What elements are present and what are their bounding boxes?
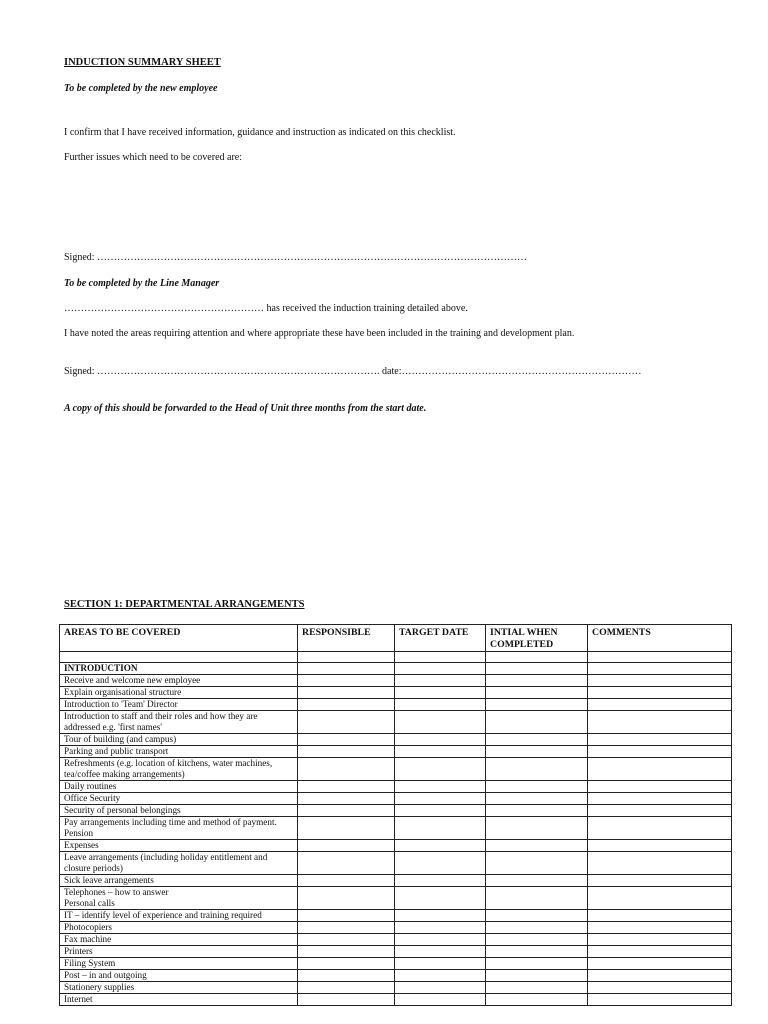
table-row <box>60 982 732 994</box>
area-cell: Fax machine <box>60 934 298 946</box>
responsible-cell[interactable] <box>298 970 395 982</box>
target-date-cell[interactable] <box>395 840 486 852</box>
area-cell: Tour of building (and campus) <box>60 734 298 746</box>
initial-cell[interactable] <box>486 958 588 970</box>
comments-cell[interactable] <box>588 994 732 1006</box>
table-row <box>60 699 732 711</box>
target-date-cell[interactable] <box>395 711 486 734</box>
comments-cell[interactable] <box>588 958 732 970</box>
target-date-cell[interactable] <box>395 970 486 982</box>
table-row <box>60 934 732 946</box>
table-row <box>60 946 732 958</box>
comments-cell[interactable] <box>588 805 732 817</box>
responsible-cell[interactable] <box>298 934 395 946</box>
table-row <box>60 875 732 887</box>
page-title: INDUCTION SUMMARY SHEET <box>64 57 221 68</box>
responsible-cell[interactable] <box>298 793 395 805</box>
area-cell: Receive and welcome new employee <box>60 675 298 687</box>
target-date-cell[interactable] <box>395 958 486 970</box>
manager-section-label: To be completed by the Line Manager <box>64 278 220 289</box>
group-label: INTRODUCTION <box>60 663 298 675</box>
area-cell: Parking and public transport <box>60 746 298 758</box>
target-date-cell[interactable] <box>395 922 486 934</box>
table-row <box>60 852 732 875</box>
initial-cell[interactable] <box>486 781 588 793</box>
area-cell: Refreshments (e.g. location of kitchens, water machines, tea/coffee making arrangements) <box>60 758 298 781</box>
initial-cell[interactable] <box>486 793 588 805</box>
target-date-cell[interactable] <box>395 982 486 994</box>
table-row <box>60 910 732 922</box>
area-cell: Explain organisational structure <box>60 687 298 699</box>
responsible-cell[interactable] <box>298 875 395 887</box>
comments-cell[interactable] <box>588 746 732 758</box>
initial-cell[interactable] <box>486 934 588 946</box>
target-date-cell[interactable] <box>395 994 486 1006</box>
target-date-cell[interactable] <box>395 934 486 946</box>
header-comments: COMMENTS <box>588 625 732 652</box>
blank-row <box>60 652 732 663</box>
area-cell: Introduction to staff and their roles and how they are addressed e.g. 'first names' <box>60 711 298 734</box>
responsible-cell[interactable] <box>298 887 395 910</box>
comments-cell[interactable] <box>588 910 732 922</box>
table-row <box>60 840 732 852</box>
target-date-cell[interactable] <box>395 758 486 781</box>
table-row <box>60 887 732 910</box>
area-cell: Introduction to 'Team' Director <box>60 699 298 711</box>
comments-cell[interactable] <box>588 699 732 711</box>
responsible-cell[interactable] <box>298 817 395 840</box>
initial-cell[interactable] <box>486 687 588 699</box>
table-row <box>60 805 732 817</box>
responsible-cell[interactable] <box>298 946 395 958</box>
responsible-cell[interactable] <box>298 852 395 875</box>
target-date-cell[interactable] <box>395 734 486 746</box>
comments-cell[interactable] <box>588 852 732 875</box>
target-date-cell[interactable] <box>395 817 486 840</box>
header-responsible: RESPONSIBLE <box>298 625 395 652</box>
comments-cell[interactable] <box>588 793 732 805</box>
comments-cell[interactable] <box>588 970 732 982</box>
header-initial-when-completed: INTIAL WHEN COMPLETED <box>486 625 588 652</box>
comments-cell[interactable] <box>588 781 732 793</box>
manager-signature-line: Signed: …………………………………………………………………………. date:……………………………………………………………… <box>64 366 642 377</box>
area-cell: Printers <box>60 946 298 958</box>
target-date-cell[interactable] <box>395 687 486 699</box>
target-date-cell[interactable] <box>395 746 486 758</box>
initial-cell[interactable] <box>486 875 588 887</box>
responsible-cell[interactable] <box>298 840 395 852</box>
target-date-cell[interactable] <box>395 805 486 817</box>
initial-cell[interactable] <box>486 982 588 994</box>
initial-cell[interactable] <box>486 699 588 711</box>
initial-cell[interactable] <box>486 746 588 758</box>
area-cell: Post – in and outgoing <box>60 970 298 982</box>
target-date-cell[interactable] <box>395 781 486 793</box>
area-cell: Expenses <box>60 840 298 852</box>
initial-cell[interactable] <box>486 805 588 817</box>
comments-cell[interactable] <box>588 875 732 887</box>
area-cell: Telephones – how to answer Personal calls <box>60 887 298 910</box>
responsible-cell[interactable] <box>298 994 395 1006</box>
initial-cell[interactable] <box>486 817 588 840</box>
target-date-cell[interactable] <box>395 699 486 711</box>
area-cell: IT – identify level of experience and training required <box>60 910 298 922</box>
table-row <box>60 958 732 970</box>
table-row <box>60 746 732 758</box>
comments-cell[interactable] <box>588 887 732 910</box>
initial-cell[interactable] <box>486 840 588 852</box>
responsible-cell[interactable] <box>298 958 395 970</box>
induction-checklist-table <box>59 624 732 1006</box>
employee-signature-line: Signed: ………………………………………………………………………………………………………………… <box>64 252 528 263</box>
area-cell: Daily routines <box>60 781 298 793</box>
responsible-cell[interactable] <box>298 982 395 994</box>
responsible-cell[interactable] <box>298 687 395 699</box>
target-date-cell[interactable] <box>395 675 486 687</box>
initial-cell[interactable] <box>486 910 588 922</box>
group-row <box>60 663 732 675</box>
target-date-cell[interactable] <box>395 910 486 922</box>
forward-note: A copy of this should be forwarded to the Head of Unit three months from the start date. <box>64 403 427 414</box>
area-cell: Sick leave arrangements <box>60 875 298 887</box>
responsible-cell[interactable] <box>298 781 395 793</box>
area-cell: Leave arrangements (including holiday entitlement and closure periods) <box>60 852 298 875</box>
initial-cell[interactable] <box>486 994 588 1006</box>
target-date-cell[interactable] <box>395 875 486 887</box>
comments-cell[interactable] <box>588 817 732 840</box>
target-date-cell[interactable] <box>395 946 486 958</box>
table-row <box>60 817 732 840</box>
initial-cell[interactable] <box>486 887 588 910</box>
responsible-cell[interactable] <box>298 922 395 934</box>
section-title: SECTION 1: DEPARTMENTAL ARRANGEMENTS <box>64 599 305 610</box>
area-cell: Pay arrangements including time and method of payment. Pension <box>60 817 298 840</box>
comments-cell[interactable] <box>588 840 732 852</box>
comments-cell[interactable] <box>588 687 732 699</box>
area-cell: Office Security <box>60 793 298 805</box>
responsible-cell[interactable] <box>298 699 395 711</box>
employee-section-label: To be completed by the new employee <box>64 83 218 94</box>
table-row <box>60 711 732 734</box>
table-row <box>60 734 732 746</box>
area-cell: Security of personal belongings <box>60 805 298 817</box>
table-row <box>60 781 732 793</box>
manager-received-text: …………………………………………………… has received the induction training detailed above. <box>64 303 468 314</box>
responsible-cell[interactable] <box>298 675 395 687</box>
comments-cell[interactable] <box>588 734 732 746</box>
target-date-cell[interactable] <box>395 887 486 910</box>
initial-cell[interactable] <box>486 922 588 934</box>
comments-cell[interactable] <box>588 922 732 934</box>
comments-cell[interactable] <box>588 946 732 958</box>
initial-cell[interactable] <box>486 734 588 746</box>
table-row <box>60 922 732 934</box>
comments-cell[interactable] <box>588 982 732 994</box>
comments-cell[interactable] <box>588 711 732 734</box>
initial-cell[interactable] <box>486 758 588 781</box>
table-row <box>60 675 732 687</box>
responsible-cell[interactable] <box>298 746 395 758</box>
comments-cell[interactable] <box>588 758 732 781</box>
table-row <box>60 687 732 699</box>
table-row <box>60 758 732 781</box>
table-row <box>60 793 732 805</box>
area-cell: Stationery supplies <box>60 982 298 994</box>
target-date-cell[interactable] <box>395 793 486 805</box>
comments-cell[interactable] <box>588 934 732 946</box>
header-target-date: TARGET DATE <box>395 625 486 652</box>
table-header-row <box>60 625 732 652</box>
initial-cell[interactable] <box>486 852 588 875</box>
responsible-cell[interactable] <box>298 805 395 817</box>
table-row <box>60 970 732 982</box>
comments-cell[interactable] <box>588 675 732 687</box>
header-areas: AREAS TO BE COVERED <box>60 625 298 652</box>
area-cell: Filing System <box>60 958 298 970</box>
area-cell: Internet <box>60 994 298 1006</box>
initial-cell[interactable] <box>486 946 588 958</box>
further-issues-text: Further issues which need to be covered are: <box>64 152 242 163</box>
area-cell: Photocopiers <box>60 922 298 934</box>
responsible-cell[interactable] <box>298 711 395 734</box>
initial-cell[interactable] <box>486 970 588 982</box>
responsible-cell[interactable] <box>298 758 395 781</box>
target-date-cell[interactable] <box>395 852 486 875</box>
initial-cell[interactable] <box>486 711 588 734</box>
initial-cell[interactable] <box>486 675 588 687</box>
table-row <box>60 994 732 1006</box>
responsible-cell[interactable] <box>298 734 395 746</box>
employee-confirm-text: I confirm that I have received information, guidance and instruction as indicated on this checklist. <box>64 127 456 138</box>
responsible-cell[interactable] <box>298 910 395 922</box>
manager-noted-text: I have noted the areas requiring attention and where appropriate these have been included in the training and development plan. <box>64 328 575 339</box>
